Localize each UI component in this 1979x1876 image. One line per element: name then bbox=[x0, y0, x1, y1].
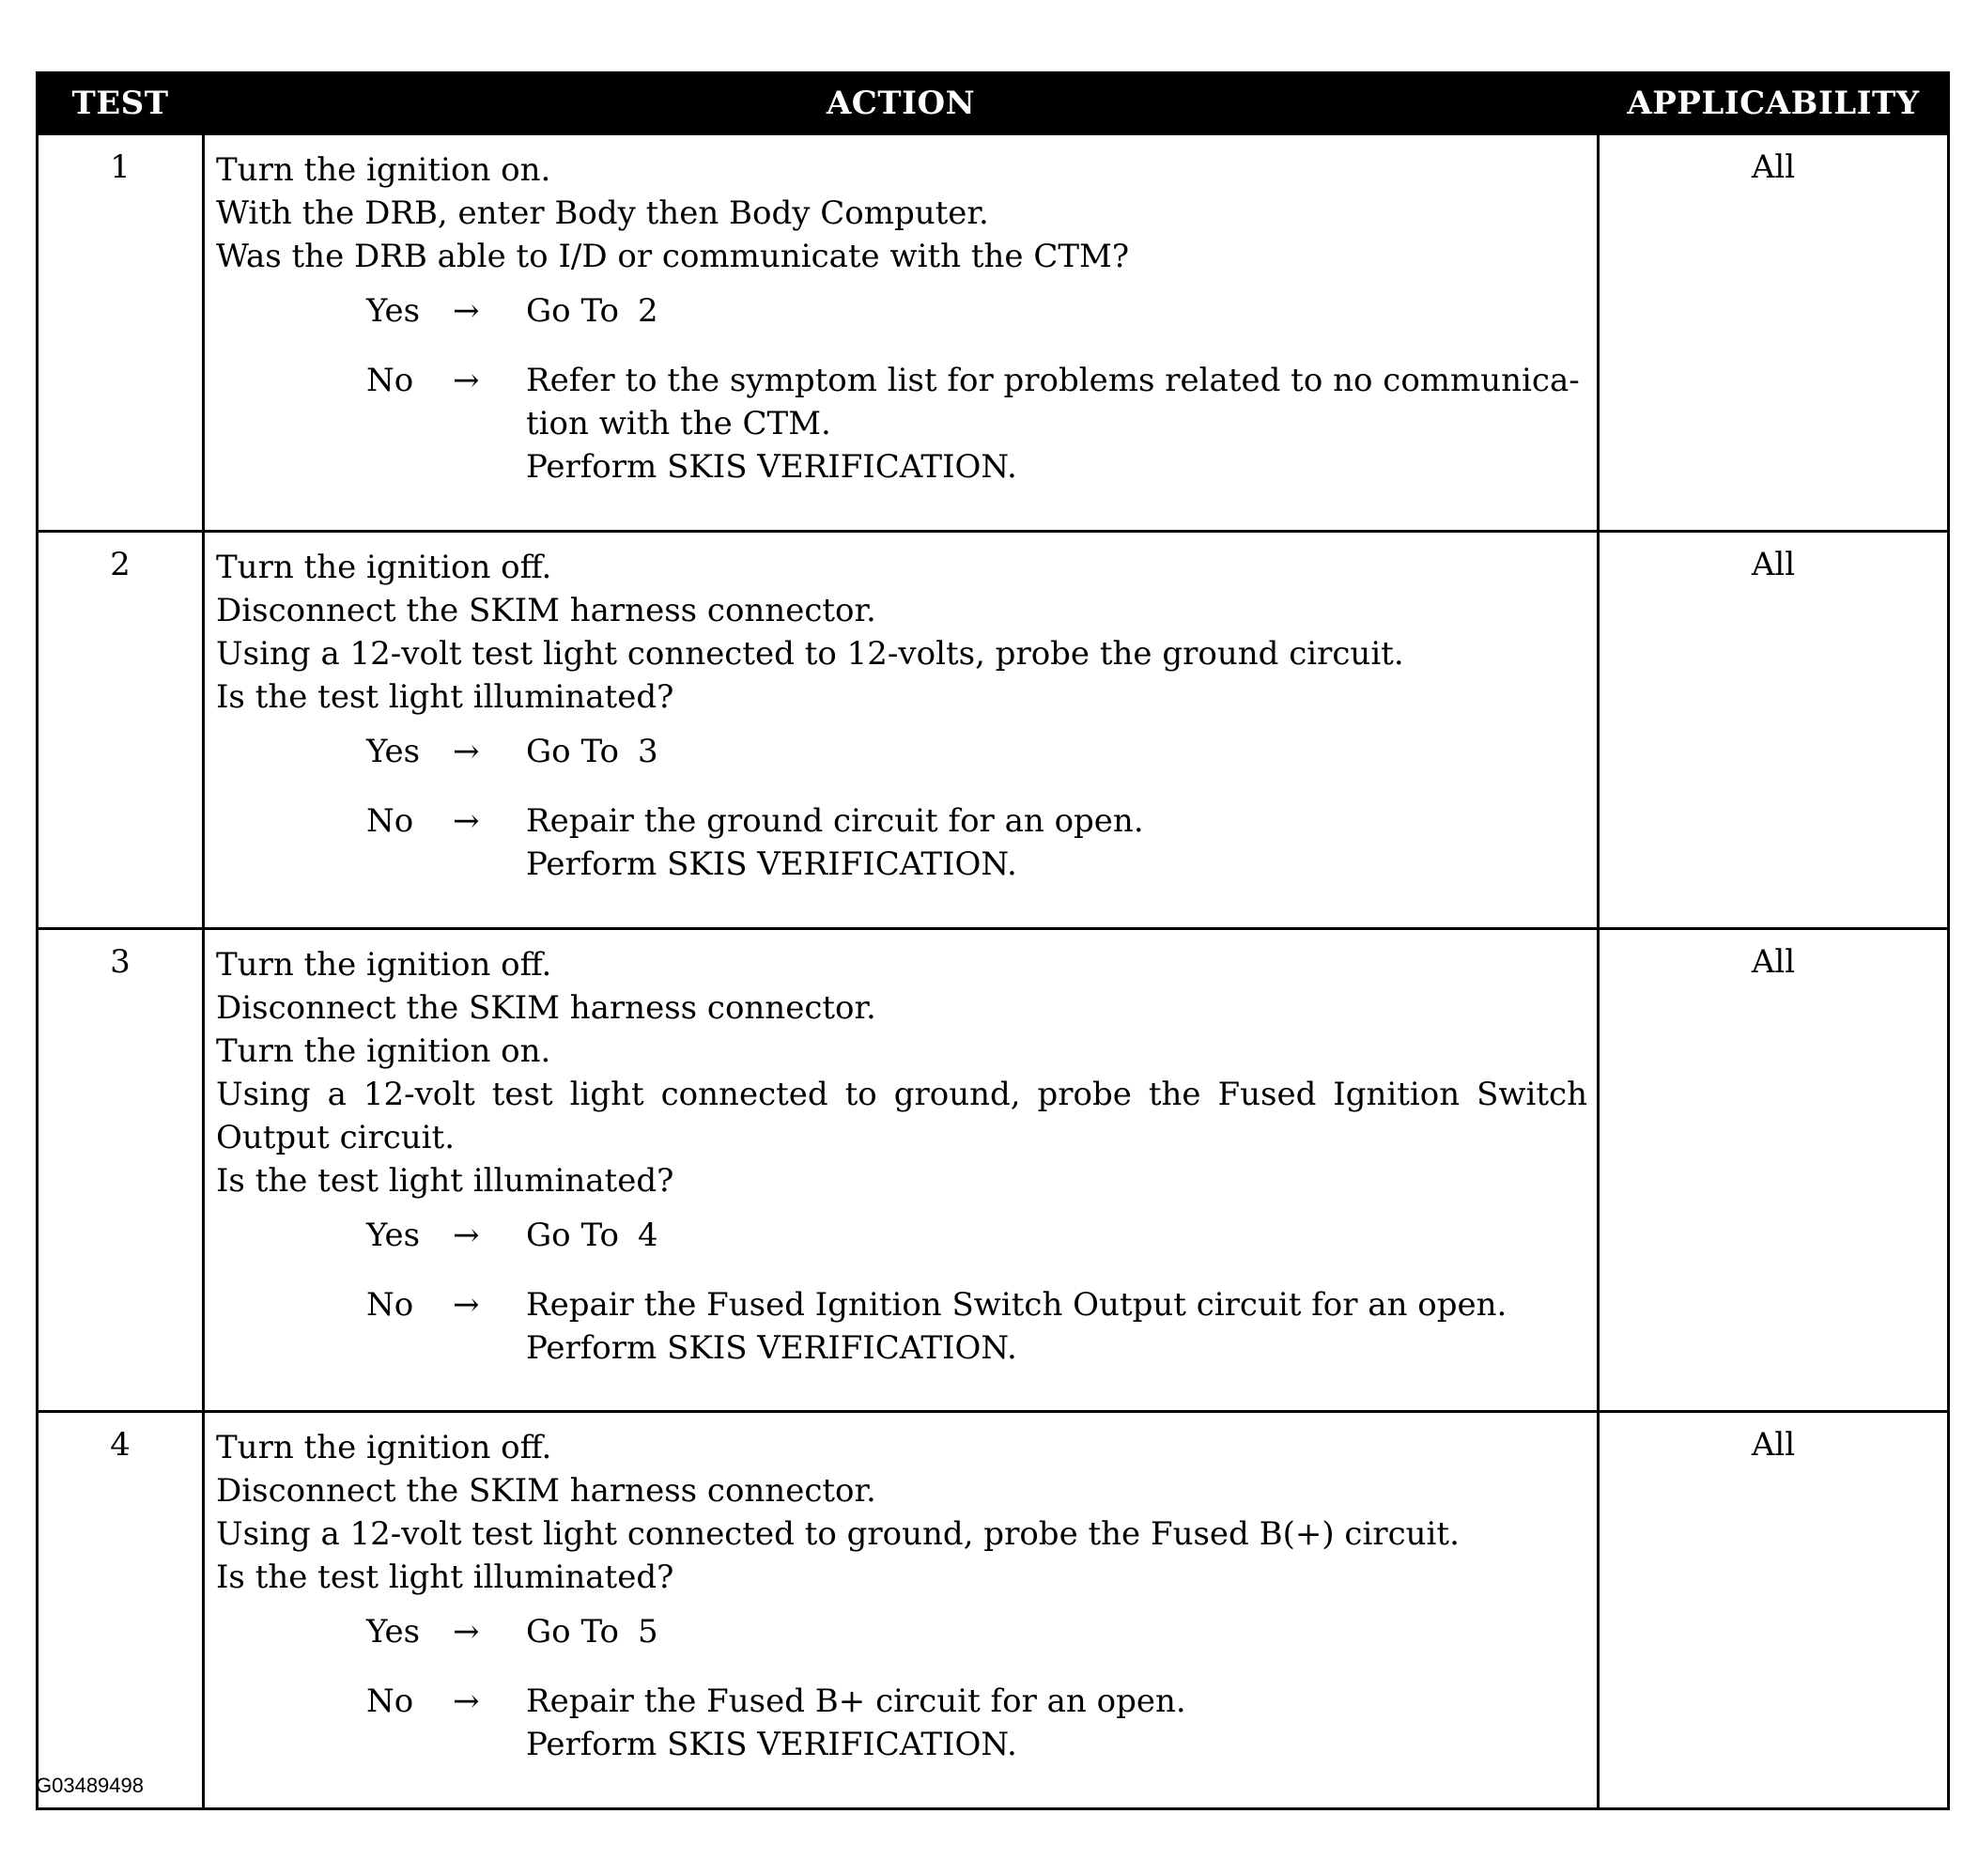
test-row bbox=[38, 532, 1949, 929]
no-action bbox=[526, 359, 1587, 488]
action-step: Is the test light illuminated? bbox=[216, 1558, 674, 1596]
action-step: Disconnect the SKIM harness connector. bbox=[216, 1472, 876, 1510]
no-action-line: Perform SKIS VERIFICATION. bbox=[526, 845, 1017, 883]
goto-number: 3 bbox=[637, 733, 658, 770]
action-step: Turn the ignition off. bbox=[216, 549, 552, 586]
no-action-line: Repair the Fused B+ circuit for an open. bbox=[526, 1682, 1186, 1720]
answers bbox=[216, 730, 1587, 886]
diagnostic-test-table bbox=[36, 71, 1950, 1810]
action-step: Is the test light illuminated? bbox=[216, 678, 674, 716]
no-action-line: Perform SKIS VERIFICATION. bbox=[526, 448, 1017, 486]
goto-text: Go To bbox=[526, 1613, 619, 1651]
arrow-icon: → bbox=[453, 802, 480, 840]
yes-action bbox=[526, 730, 1587, 773]
applicability-cell: All bbox=[1599, 929, 1949, 1412]
no-answer bbox=[216, 799, 1587, 886]
test-number: 1 bbox=[38, 134, 204, 532]
goto-text: Go To bbox=[526, 733, 619, 770]
yes-label: Yes bbox=[366, 292, 421, 330]
yes-action bbox=[526, 1214, 1587, 1257]
no-label: No bbox=[366, 362, 414, 399]
applicability-cell: All bbox=[1599, 532, 1949, 929]
arrow-icon: → bbox=[453, 1286, 480, 1324]
test-row bbox=[38, 929, 1949, 1412]
action-step: Using a 12-volt test light connected to ground, probe the Fused B(+) circuit. bbox=[216, 1515, 1460, 1553]
action-step: Disconnect the SKIM harness connector. bbox=[216, 989, 876, 1027]
no-answer bbox=[216, 1680, 1587, 1766]
yes-label: Yes bbox=[366, 1217, 421, 1254]
no-label: No bbox=[366, 802, 414, 840]
no-answer bbox=[216, 1283, 1587, 1370]
test-number: 3 bbox=[38, 929, 204, 1412]
no-action bbox=[526, 799, 1587, 886]
action-cell bbox=[204, 532, 1599, 929]
applicability-cell: All bbox=[1599, 134, 1949, 532]
action-step: Turn the ignition on. bbox=[216, 1032, 551, 1070]
no-action bbox=[526, 1283, 1587, 1370]
yes-answer bbox=[216, 730, 1587, 773]
yes-action bbox=[526, 1610, 1587, 1653]
test-number: 4 bbox=[38, 1412, 204, 1809]
action-step: Using a 12-volt test light connected to ground, probe the Fused Ignition Switch Output circuit. bbox=[216, 1076, 1587, 1156]
action-step: Was the DRB able to I/D or communicate with the CTM? bbox=[216, 238, 1130, 275]
goto-text: Go To bbox=[526, 292, 619, 330]
answers bbox=[216, 1214, 1587, 1370]
test-row bbox=[38, 134, 1949, 532]
header-action: ACTION bbox=[204, 73, 1599, 134]
applicability-cell: All bbox=[1599, 1412, 1949, 1809]
figure-id: G03489498 bbox=[36, 1774, 144, 1797]
arrow-icon: → bbox=[453, 1682, 480, 1720]
action-step: Turn the ignition on. bbox=[216, 151, 551, 189]
yes-answer bbox=[216, 1610, 1587, 1653]
no-label: No bbox=[366, 1682, 414, 1720]
no-action-line: Perform SKIS VERIFICATION. bbox=[526, 1329, 1017, 1367]
goto-number: 2 bbox=[637, 292, 658, 330]
test-row bbox=[38, 1412, 1949, 1809]
yes-label: Yes bbox=[366, 733, 421, 770]
no-label: No bbox=[366, 1286, 414, 1324]
action-cell bbox=[204, 929, 1599, 1412]
no-action-line: Perform SKIS VERIFICATION. bbox=[526, 1726, 1017, 1763]
table-header bbox=[38, 73, 1949, 134]
action-cell bbox=[204, 134, 1599, 532]
arrow-icon: → bbox=[453, 362, 480, 399]
goto-text: Go To bbox=[526, 1217, 619, 1254]
yes-answer bbox=[216, 289, 1587, 333]
no-answer bbox=[216, 359, 1587, 488]
action-step: With the DRB, enter Body then Body Computer. bbox=[216, 194, 989, 232]
no-action-line: Repair the Fused Ignition Switch Output circuit for an open. bbox=[526, 1286, 1507, 1324]
action-step: Is the test light illuminated? bbox=[216, 1162, 674, 1200]
no-action-line: tion with the CTM. bbox=[526, 405, 831, 442]
header-test: TEST bbox=[38, 73, 204, 134]
no-action bbox=[526, 1680, 1587, 1766]
goto-number: 5 bbox=[637, 1613, 658, 1651]
action-step: Turn the ignition off. bbox=[216, 1429, 552, 1466]
action-step: Disconnect the SKIM harness connector. bbox=[216, 592, 876, 629]
action-step: Turn the ignition off. bbox=[216, 946, 552, 984]
answers bbox=[216, 289, 1587, 488]
yes-action bbox=[526, 289, 1587, 333]
arrow-icon: → bbox=[453, 733, 480, 770]
action-cell bbox=[204, 1412, 1599, 1809]
header-applicability: APPLICABILITY bbox=[1599, 73, 1949, 134]
goto-number: 4 bbox=[637, 1217, 658, 1254]
yes-answer bbox=[216, 1214, 1587, 1257]
header-row bbox=[38, 73, 1949, 134]
no-action-line: Refer to the symptom list for problems related to no communica- bbox=[526, 362, 1580, 399]
arrow-icon: → bbox=[453, 1613, 480, 1651]
answers bbox=[216, 1610, 1587, 1766]
arrow-icon: → bbox=[453, 1217, 480, 1254]
arrow-icon: → bbox=[453, 292, 480, 330]
yes-label: Yes bbox=[366, 1613, 421, 1651]
test-number: 2 bbox=[38, 532, 204, 929]
no-action-line: Repair the ground circuit for an open. bbox=[526, 802, 1144, 840]
table-body bbox=[38, 134, 1949, 1809]
action-step: Using a 12-volt test light connected to 12-volts, probe the ground circuit. bbox=[216, 635, 1404, 673]
